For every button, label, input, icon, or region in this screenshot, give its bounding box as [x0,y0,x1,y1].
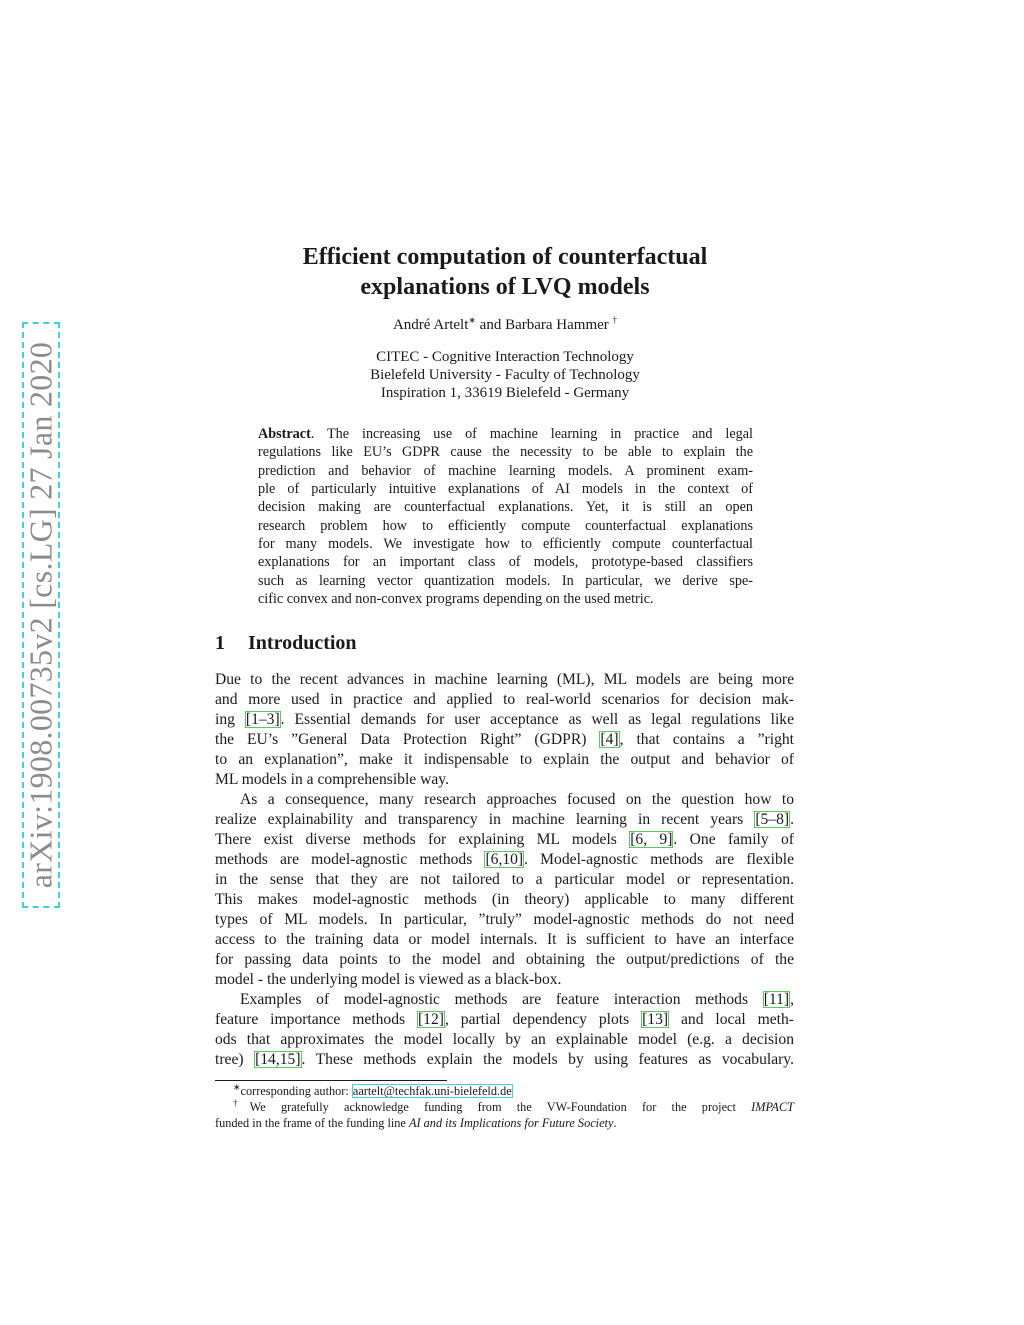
abstract-line: Abstract. The increasing use of machine learning in practice and legal [258,426,753,442]
text-line: methods are model-agnostic methods [6,10]. Model-agnostic methods are flexible [215,851,795,868]
author-name-2: and Barbara Hammer [475,317,613,333]
text-line: model - the underlying model is viewed as a black-box. [215,971,562,988]
section-title: Introduction [248,632,357,654]
citation-link[interactable]: [6, 9] [630,831,673,848]
footnote-divider [215,1080,447,1081]
section-number: 1 [215,632,225,654]
footnote-1: ∗corresponding author: aartelt@techfak.uni-bielefeld.de [233,1081,512,1098]
arxiv-identifier-stamp[interactable] [22,322,60,908]
text-line: Due to the recent advances in machine learning (ML), ML models are being more [215,671,794,688]
footnotes [215,1083,794,1131]
text-line: There exist diverse methods for explaining ML models [6, 9]. One family of [215,831,794,848]
text-line: realize explainability and transparency in machine learning in recent years [5–8]. [215,811,794,828]
affiliation-line: Inspiration 1, 33619 Bielefeld - Germany [380,385,630,402]
citation-link[interactable]: [14,15] [255,1051,301,1068]
abstract-line: regulations like EU’s GDPR cause the necessity to be able to explain the [258,444,753,461]
text-line: ing [1–3]. Essential demands for user acceptance as well as legal regulations like [215,711,794,728]
citation-link[interactable]: [6,10] [485,851,524,868]
text-line: tree) [14,15]. These methods explain the models by using features as vocabulary. [215,1051,794,1068]
abstract-line: for many models. We investigate how to efficiently compute counterfactual [258,536,753,553]
footnote-2: †We gratefully acknowledge funding from the VW-Foundation for the project IMPACT [233,1097,794,1114]
text-line: ods that approximates the model locally by an explainable model (e.g. a decision [215,1031,794,1048]
corresponding-author-mark: ∗ [468,315,476,325]
title-line-2: explanations of LVQ models [360,274,650,300]
text-line: the EU’s ”General Data Protection Right” (GDPR) [4], that contains a ”right [215,731,794,748]
text-line: types of ML models. In particular, ”truly” model-agnostic methods do not need [215,911,794,928]
abstract-label: Abstract [258,426,311,442]
affiliation-line: Bielefeld University - Faculty of Technology [370,367,640,384]
paper-title [215,242,795,302]
text-line: As a consequence, many research approaches focused on the question how to [240,791,794,808]
text-line: access to the training data or model internals. It is sufficient to have an interface [215,931,794,948]
abstract-line: explanations for an important class of models, prototype-based classifiers [258,554,753,571]
footnote-2-continued: funded in the frame of the funding line AI and its Implications for Future Society. [215,1116,617,1130]
text-line: feature importance methods [12], partial dependency plots [13] and local meth- [215,1011,794,1028]
text-line: Examples of model-agnostic methods are feature interaction methods [11], [240,991,794,1008]
abstract-line: ple of particularly intuitive explanations of AI models in the context of [258,481,753,498]
citation-link[interactable]: [13] [642,1011,669,1028]
body-text [215,670,794,1070]
text-line: to an explanation”, make it indispensable to explain the output and behavior of [215,751,794,768]
section-heading [215,630,357,656]
abstract-line: prediction and behavior of machine learning models. A prominent exam- [258,462,753,479]
author-list [215,315,795,335]
citation-link[interactable]: [5–8] [755,811,790,828]
abstract-line: such as learning vector quantization models. In particular, we derive spe- [258,572,753,589]
abstract-line: research problem how to efficiently compute counterfactual explanations [258,517,753,534]
text-line: ML models in a comprehensible way. [215,771,449,788]
abstract-line: cific convex and non-convex programs depending on the used metric. [258,591,654,608]
funding-mark: † [612,315,618,325]
citation-link[interactable]: [12] [417,1011,444,1028]
abstract-line: decision making are counterfactual explanations. Yet, it is still an open [258,499,753,516]
text-line: in the sense that they are not tailored to a particular model or representation. [215,871,794,888]
affiliation-block [215,348,795,403]
abstract [258,425,753,608]
arxiv-identifier-text: arXiv:1908.00735v2 [cs.LG] 27 Jan 2020 [22,341,59,889]
email-link[interactable]: aartelt@techfak.uni-bielefeld.de [352,1084,512,1098]
citation-link[interactable]: [11] [763,991,790,1008]
text-line: This makes model-agnostic methods (in theory) applicable to many different [215,891,794,908]
affiliation-line: CITEC - Cognitive Interaction Technology [376,349,634,365]
title-line-1: Efficient computation of counterfactual [302,244,708,270]
citation-link[interactable]: [4] [600,731,619,748]
text-line: and more used in practice and applied to real-world scenarios for decision mak- [215,691,794,708]
author-name-1: André Artelt [392,317,469,333]
text-line: for passing data points to the model and obtaining the output/predictions of the [215,951,794,968]
citation-link[interactable]: [1–3] [245,711,280,728]
